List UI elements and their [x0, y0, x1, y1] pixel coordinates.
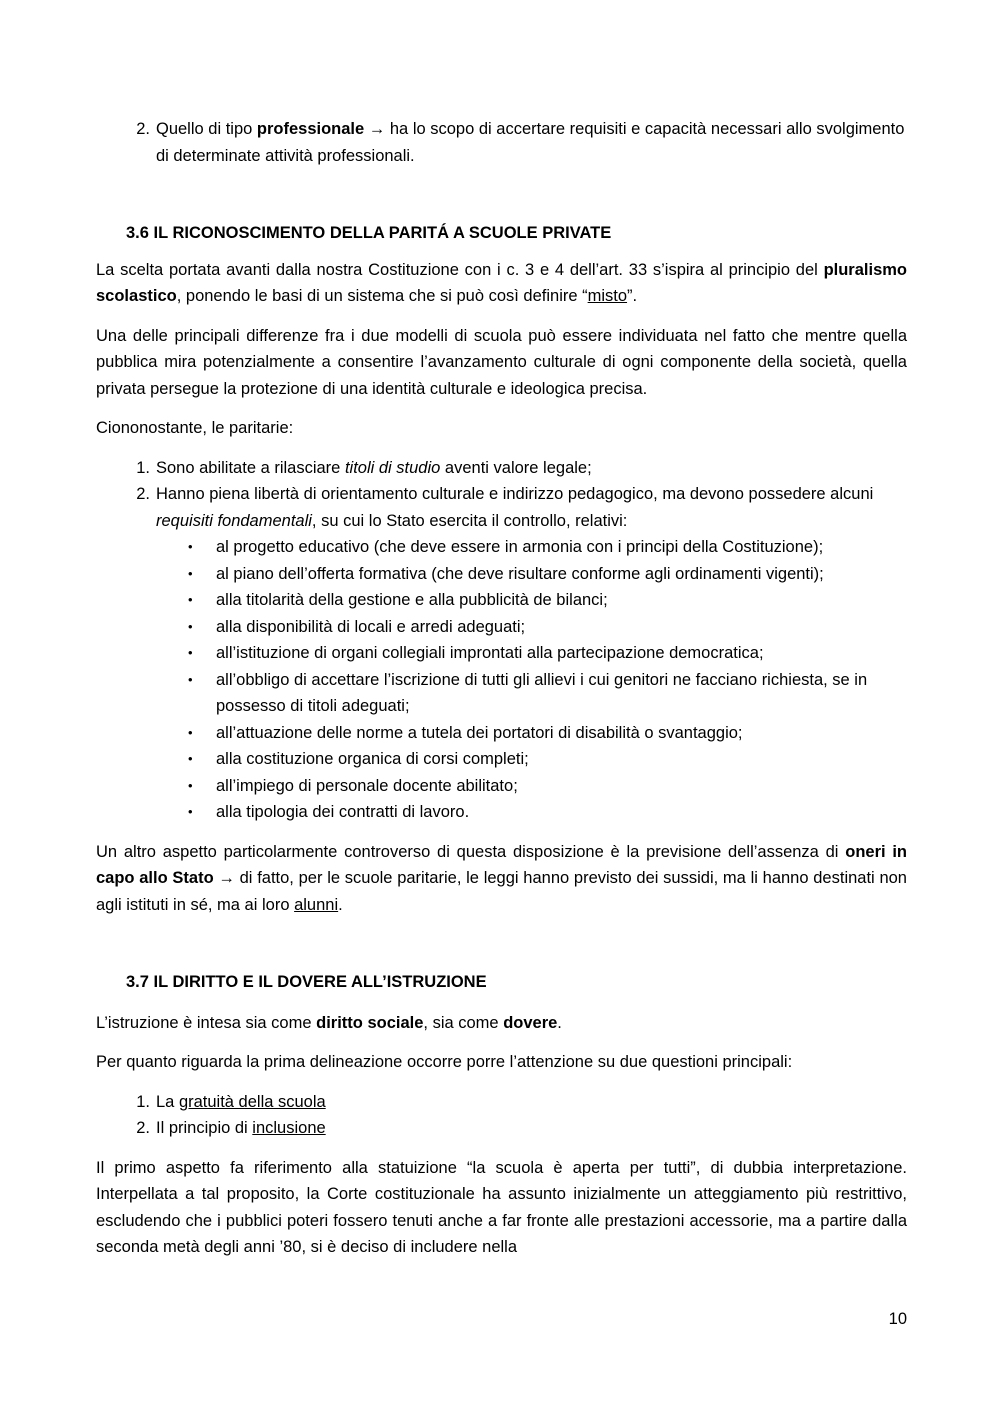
paragraph: Ciononostante, le paritarie:: [96, 419, 294, 437]
bullet-text: alla titolarità della gestione e alla pubblicità de bilanci;: [216, 591, 608, 609]
list-text: Sono abilitate a rilasciare titoli di studio aventi valore legale;: [156, 458, 592, 477]
bold-term: professionale: [256, 120, 365, 138]
bullet-icon: •: [188, 539, 193, 554]
bullet-text: alla tipologia dei contratti di lavoro.: [216, 803, 470, 821]
bullet-text: alla costituzione organica di corsi completi;: [216, 750, 529, 768]
section-heading-3-7: 3.7 IL DIRITTO E IL DOVERE ALL’ISTRUZIONE: [126, 973, 487, 991]
page-number: 10: [888, 1310, 907, 1328]
paragraph: L’istruzione è intesa sia come diritto sociale, sia come dovere.: [96, 1013, 562, 1032]
bullet-text: al piano dell’offerta formativa (che deve risultare conforme agli ordinamenti vigenti);: [216, 564, 824, 583]
bullet-icon: •: [188, 751, 193, 766]
bullet-icon: •: [188, 645, 193, 660]
list-item-professionale: [96, 116, 907, 169]
list-number: 2.: [136, 1119, 150, 1137]
section-heading-3-6: 3.6 IL RICONOSCIMENTO DELLA PARITÁ A SCUOLE PRIVATE: [126, 224, 612, 242]
arrow-icon: →: [368, 120, 386, 138]
list-number: 1.: [136, 1092, 150, 1111]
bullet-icon: •: [188, 804, 193, 819]
list-item: [96, 455, 907, 482]
bullet-text: alla disponibilità di locali e arredi adeguati;: [216, 617, 526, 636]
bullet-icon: •: [188, 565, 193, 581]
list-item: [96, 1115, 907, 1142]
list-text: Il principio di inclusione: [156, 1119, 326, 1137]
list-number: 2.: [136, 120, 150, 138]
list-text: Hanno piena libertà di orientamento culturale e indirizzo pedagogico, ma devono possedere alcuni requisiti fondamentali, su cui lo Stato esercita il controllo, relativi:: [156, 485, 874, 530]
paragraph: Un altro aspetto particolarmente controverso di questa disposizione è la previsione dell’assenza di oneri in capo allo Stato → di fatto, per le scuole paritarie, le leggi hanno previsto dei sussidi, ma li hanno destinati non agli istituti in sé, ma ai loro alunni.: [96, 842, 908, 914]
bullet-item: [188, 720, 907, 747]
bullet-icon: •: [188, 777, 193, 793]
list-number: 2.: [136, 485, 150, 503]
bullet-item: [188, 614, 907, 641]
list-text: La gratuità della scuola: [156, 1092, 326, 1111]
paragraph: Per quanto riguarda la prima delineazione occorre porre l’attenzione su due questioni principali:: [96, 1053, 793, 1071]
bullet-item: [188, 640, 907, 667]
bullet-text: all’impiego di personale docente abilitato;: [216, 776, 518, 795]
bullet-item: [188, 587, 907, 614]
bullet-icon: •: [188, 592, 193, 607]
bullet-item: [188, 534, 907, 561]
bullet-text: all’istituzione di organi collegiali improntati alla partecipazione democratica;: [216, 644, 764, 662]
bullet-text: all’obbligo di accettare l’iscrizione di tutti gli allievi i cui genitori ne facciano richiesta, se in possesso di titoli adeguati;: [216, 670, 868, 715]
bullet-item: [188, 799, 907, 826]
paragraph: Una delle principali differenze fra i due modelli di scuola può essere individuata nel fatto che mentre quella pubblica mira potenzialmente a consentire l’avanzamento culturale di ogni componente della società, quella privata persegue la protezione di una identità culturale e ideologica precisa.: [96, 326, 907, 398]
paragraph: La scelta portata avanti dalla nostra Costituzione con i c. 3 e 4 dell’art. 33 s’ispira al principio del pluralismo scolastico, ponendo le basi di un sistema che si può così definire “misto”.: [96, 260, 907, 305]
bullet-item: [188, 561, 907, 588]
bullet-item: [188, 746, 907, 773]
bullet-item: [188, 667, 907, 720]
list-text: Quello di tipo professionale → ha lo scopo di accertare requisiti e capacità necessari allo svolgimento di determinate attività professionali.: [156, 120, 905, 165]
paragraph: Il primo aspetto fa riferimento alla statuizione “la scuola è aperta per tutti”, di dubbia interpretazione. Interpellata a tal proposito, la Corte costituzionale ha assunto inizialmente un atteggiamento più restrittivo, escludendo che i pubblici poteri fossero tenuti anche a far fronte alle prestazioni accessorie, ma a partire dalla seconda metà degli anni ’80, si è deciso di includere nella: [96, 1158, 907, 1256]
document-page: [96, 116, 907, 1261]
arrow-icon: →: [218, 869, 235, 887]
bullet-text: all’attuazione delle norme a tutela dei portatori di disabilità o svantaggio;: [216, 723, 743, 742]
bullet-icon: •: [188, 618, 193, 634]
bullet-icon: •: [188, 724, 193, 740]
list-number: 1.: [136, 458, 150, 477]
bullet-icon: •: [188, 671, 193, 687]
bullet-text: al progetto educativo (che deve essere in armonia con i principi della Costituzione);: [216, 538, 824, 556]
list-item: [96, 1089, 907, 1116]
bullet-item: [188, 773, 907, 800]
list-item: [96, 481, 907, 534]
